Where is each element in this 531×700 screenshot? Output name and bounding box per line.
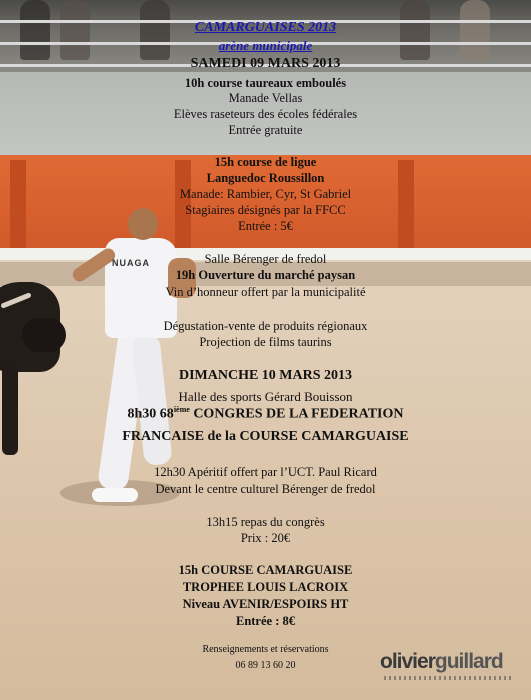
event-subtitle: arène municipale xyxy=(218,38,313,53)
course2-entry: Entrée : 5€ xyxy=(238,219,293,233)
course1-entry: Entrée gratuite xyxy=(228,123,303,137)
course2-trainees: Stagiaires désignés par la FFCC xyxy=(185,203,346,217)
logo-part2: guillard xyxy=(434,650,503,673)
photographer-logo xyxy=(380,650,520,674)
course2-title: 15h course de ligue xyxy=(214,155,317,169)
course1-manade: Manade Vellas xyxy=(228,91,303,105)
market-venue: Salle Bérenger de fredol xyxy=(204,252,327,266)
sunday-date: DIMANCHE 10 MARS 2013 xyxy=(178,368,353,383)
sunday-venue: Halle des sports Gérard Bouisson xyxy=(178,389,353,404)
course1-title: 10h course taureaux emboulés xyxy=(184,76,347,90)
congress-ordinal: ième xyxy=(173,405,190,414)
market-wine: Vin d’honneur offert par la municipalité xyxy=(165,285,366,299)
course1-riders: Elèves raseteurs des écoles fédérales xyxy=(173,107,358,121)
course2-manade: Manade: Rambier, Cyr, St Gabriel xyxy=(179,187,352,201)
logo-underline xyxy=(384,676,514,680)
congress-title2: FRANCAISE de la COURSE CAMARGUAISE xyxy=(122,429,409,444)
market-tasting: Dégustation-vente de produits régionaux xyxy=(163,319,368,333)
course3-level: Niveau AVENIR/ESPOIRS HT xyxy=(182,597,349,611)
aperitif-line1: 12h30 Apéritif offert par l’UCT. Paul Ricard xyxy=(154,465,377,479)
course3-trophy: TROPHEE LOUIS LACROIX xyxy=(182,580,349,594)
congress-time: 8h30 68 xyxy=(127,406,174,422)
market-opening: 19h Ouverture du marché paysan xyxy=(175,268,356,282)
congress-line1 xyxy=(0,405,531,423)
meal-price: Prix : 20€ xyxy=(240,531,291,545)
saturday-date: SAMEDI 09 MARS 2013 xyxy=(190,56,341,71)
event-title: CAMARGUAISES 2013 xyxy=(194,20,337,35)
info-phone: 06 89 13 60 20 xyxy=(235,660,296,671)
congress-title1: CONGRES DE LA FEDERATION xyxy=(193,406,404,422)
shirt-lettering: NUAGA xyxy=(112,258,150,268)
meal-line1: 13h15 repas du congrès xyxy=(206,515,325,529)
course2-region: Languedoc Roussillon xyxy=(206,171,325,185)
logo-part1: olivier xyxy=(380,650,435,673)
aperitif-line2: Devant le centre culturel Bérenger de fredol xyxy=(155,482,376,496)
info-label: Renseignements et réservations xyxy=(202,644,329,655)
market-films: Projection de films taurins xyxy=(199,335,332,349)
course3-title: 15h COURSE CAMARGUAISE xyxy=(178,563,353,577)
course3-entry: Entrée : 8€ xyxy=(235,614,295,628)
